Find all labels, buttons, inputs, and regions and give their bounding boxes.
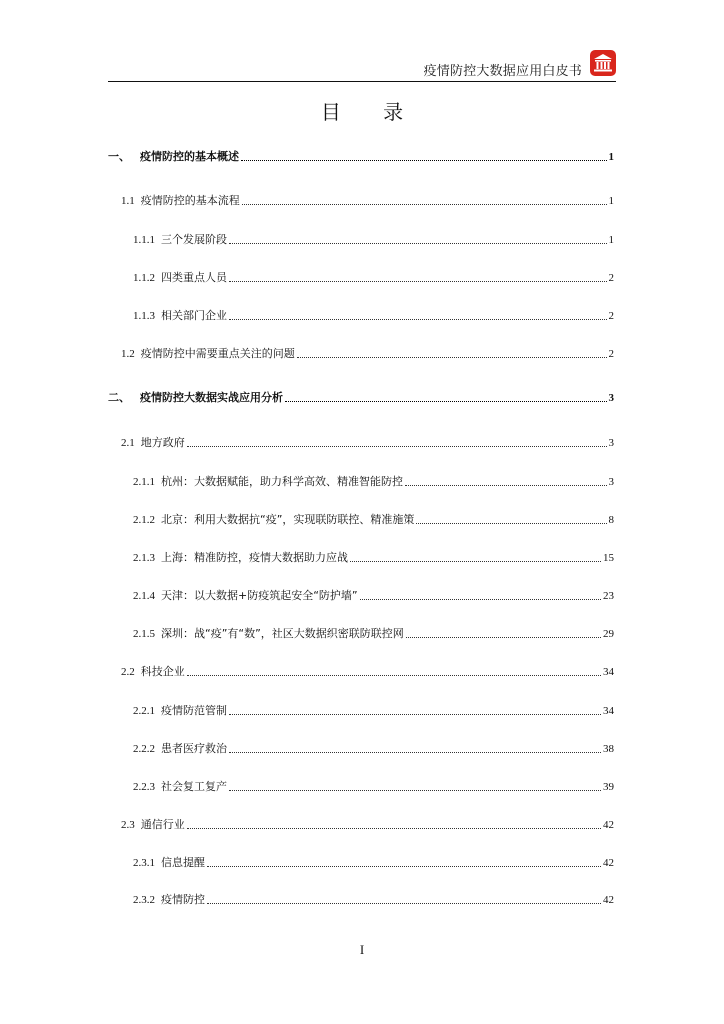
toc-entry-page-number: 23: [603, 590, 614, 602]
toc-entry-number: 一、: [108, 150, 130, 163]
toc-entry[interactable]: [133, 700, 614, 718]
toc-dot-leader: [187, 446, 607, 447]
toc-entry-page-number: 3: [608, 437, 614, 449]
toc-entry-title: 深圳：战“疫”有“数”，社区大数据织密联防联控网: [161, 627, 404, 640]
toc-entry[interactable]: [121, 814, 614, 832]
toc-entry[interactable]: [133, 305, 614, 323]
header-title: 疫情防控大数据应用白皮书: [423, 64, 582, 79]
toc-entry-title: 社会复工复产: [161, 780, 227, 793]
toc-entry-number: 1.1.2: [133, 272, 155, 284]
toc-entry-page-number: 2: [608, 348, 614, 360]
toc-entry-page-number: 2: [608, 310, 614, 322]
toc-dot-leader: [350, 561, 601, 562]
toc-entry-page-number: 42: [603, 857, 614, 869]
page-title: 目 录: [320, 100, 422, 124]
toc-entry-page-number: 1: [608, 195, 614, 207]
toc-entry-title: 上海：精准防控，疫情大数据助力应战: [161, 551, 348, 564]
toc-dot-leader: [187, 828, 601, 829]
toc-entry[interactable]: [133, 776, 614, 794]
toc-entry-page-number: 1: [608, 151, 614, 163]
toc-entry-page-number: 2: [608, 272, 614, 284]
toc-entry-page-number: 29: [603, 628, 614, 640]
toc-entry-number: 2.2.2: [133, 743, 155, 755]
toc-dot-leader: [242, 204, 607, 205]
toc-entry-number: 1.1.3: [133, 310, 155, 322]
toc-entry-title: 疫情防控中需要重点关注的问题: [140, 347, 295, 360]
toc-entry[interactable]: [133, 852, 614, 870]
toc-entry-page-number: 42: [603, 894, 614, 906]
toc-dot-leader: [229, 790, 601, 791]
toc-dot-leader: [207, 866, 601, 867]
toc-entry-title: 疫情防控的基本概述: [140, 150, 239, 163]
toc-entry-title: 相关部门企业: [161, 309, 227, 322]
toc-entry-title: 地方政府: [140, 436, 185, 449]
toc-entry-page-number: 3: [608, 476, 614, 488]
toc-entry-number: 2.1.2: [133, 514, 155, 526]
toc-entry-page-number: 42: [603, 819, 614, 831]
toc-entry[interactable]: [133, 623, 614, 641]
toc-entry-title: 通信行业: [140, 818, 185, 831]
toc-entry-title: 天津：以大数据+防疫筑起安全“防护墙”: [161, 589, 358, 602]
toc-entry-title: 疫情防范管制: [161, 704, 227, 717]
toc-entry-number: 2.3.1: [133, 857, 155, 869]
toc-entry-number: 2.2.1: [133, 705, 155, 717]
toc-dot-leader: [405, 485, 607, 486]
toc-entry-title: 杭州：大数据赋能，助力科学高效、精准智能防控: [161, 475, 403, 488]
toc-dot-leader: [229, 714, 601, 715]
toc-entry-number: 2.1.1: [133, 476, 155, 488]
toc-entry-number: 2.2: [121, 666, 135, 678]
toc-entry-title: 北京：利用大数据抗“疫”，实现联防联控、精准施策: [161, 513, 415, 526]
toc-entry-number: 2.1.3: [133, 552, 155, 564]
toc-entry[interactable]: [133, 509, 614, 527]
toc-entry-page-number: 38: [603, 743, 614, 755]
toc-dot-leader: [406, 637, 601, 638]
toc-entry[interactable]: [133, 585, 614, 603]
toc-dot-leader: [207, 903, 601, 904]
toc-entry-page-number: 34: [603, 705, 614, 717]
toc-entry-title: 疫情防控: [161, 893, 205, 906]
toc-dot-leader: [187, 675, 601, 676]
toc-entry-page-number: 39: [603, 781, 614, 793]
toc-entry[interactable]: [121, 432, 614, 450]
toc-entry-number: 二、: [108, 391, 130, 404]
toc-dot-leader: [297, 357, 607, 358]
toc-entry-title: 四类重点人员: [161, 271, 227, 284]
toc-entry[interactable]: [133, 471, 614, 489]
toc-entry-number: 2.1: [121, 437, 135, 449]
toc-entry-number: 1.1.1: [133, 234, 155, 246]
toc-dot-leader: [229, 752, 601, 753]
toc-entry[interactable]: [121, 190, 614, 208]
toc-entry-title: 科技企业: [140, 665, 185, 678]
toc-entry-title: 信息提醒: [161, 856, 205, 869]
toc-entry-title: 患者医疗救治: [161, 742, 227, 755]
toc-entry-title: 疫情防控的基本流程: [140, 194, 240, 207]
toc-entry[interactable]: [121, 661, 614, 679]
toc-entry-page-number: 8: [608, 514, 614, 526]
toc-entry-number: 1.2: [121, 348, 135, 360]
toc-entry-page-number: 34: [603, 666, 614, 678]
toc-dot-leader: [229, 281, 607, 282]
toc-dot-leader: [285, 401, 607, 402]
toc-entry[interactable]: [133, 229, 614, 247]
toc-entry-page-number: 3: [608, 392, 614, 404]
toc-dot-leader: [229, 243, 607, 244]
toc-dot-leader: [416, 523, 606, 524]
toc-entry-number: 2.3.2: [133, 894, 155, 906]
toc-entry-number: 1.1: [121, 195, 135, 207]
toc-entry-number: 2.1.5: [133, 628, 155, 640]
toc-entry-page-number: 1: [608, 234, 614, 246]
toc-entry-number: 2.2.3: [133, 781, 155, 793]
toc-entry-number: 2.3: [121, 819, 135, 831]
toc-entry[interactable]: [133, 547, 614, 565]
toc-entry-title: 疫情防控大数据实战应用分析: [140, 391, 283, 404]
toc-dot-leader: [360, 599, 601, 600]
footer-page-number: I: [359, 942, 365, 957]
toc-entry-title: 三个发展阶段: [161, 233, 227, 246]
toc-entry[interactable]: [133, 267, 614, 285]
toc-entry[interactable]: [133, 738, 614, 756]
toc-entry[interactable]: [121, 343, 614, 361]
toc-entry-page-number: 15: [603, 552, 614, 564]
toc-entry[interactable]: [108, 387, 614, 405]
toc-entry-number: 2.1.4: [133, 590, 155, 602]
toc-entry[interactable]: [108, 146, 614, 164]
toc-entry[interactable]: [133, 889, 614, 907]
toc-dot-leader: [229, 319, 607, 320]
toc-dot-leader: [241, 160, 607, 161]
